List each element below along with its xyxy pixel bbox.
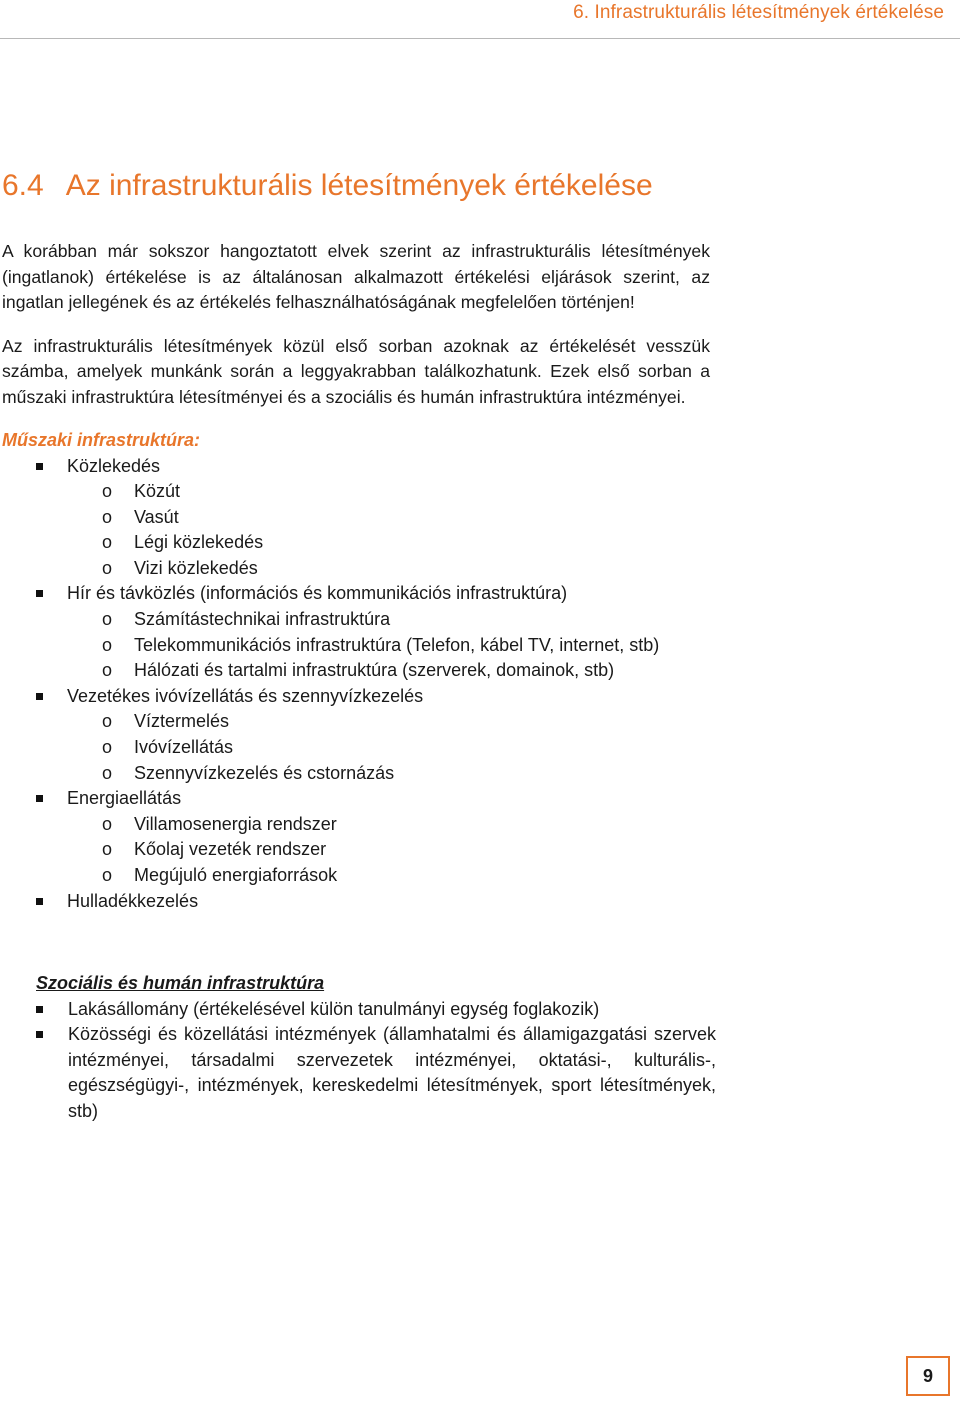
square-bullet-icon — [36, 795, 43, 802]
square-bullet-icon — [36, 693, 43, 700]
sub-list-item — [2, 837, 710, 863]
circle-bullet-icon: o — [102, 737, 113, 758]
list-item — [2, 581, 710, 683]
page-number: 9 — [906, 1356, 950, 1396]
square-bullet-icon — [36, 1031, 43, 1038]
sub-list-item-label: Hálózati és tartalmi infrastruktúra (szerverek, domainok, stb) — [134, 660, 615, 681]
circle-bullet-icon: o — [102, 481, 113, 502]
main-content — [2, 166, 710, 914]
circle-bullet-icon: o — [102, 660, 113, 681]
sub-list-item-label: Kőolaj vezeték rendszer — [134, 839, 327, 860]
intro-paragraph: A korábban már sokszor hangoztatott elvek szerint az infrastrukturális létesítmények (ingatlanok) értékelése is az általánosan alkalmazott értékelési eljárások szerint, az ingatlan jellegének és az értékelés felhasználhatóságának megfelelően történjen! — [2, 241, 710, 312]
sub-list-item — [2, 530, 710, 556]
sub-list-item-label: Számítástechnikai infrastruktúra — [134, 609, 391, 630]
sub-list-item — [2, 607, 710, 633]
sub-list-item-label: Víztermelés — [134, 711, 230, 732]
circle-bullet-icon: o — [102, 609, 113, 630]
circle-bullet-icon: o — [102, 634, 113, 655]
sub-list-item-label: Vizi közlekedés — [134, 557, 258, 578]
sub-list-item — [2, 761, 710, 787]
section-title — [2, 166, 710, 206]
list-item — [2, 454, 710, 582]
sub-list-item — [2, 812, 710, 838]
square-bullet-icon — [36, 463, 43, 470]
technical-list — [2, 454, 710, 915]
list-item — [36, 997, 716, 1023]
social-list — [36, 997, 716, 1125]
circle-bullet-icon: o — [102, 506, 113, 527]
list-item-label: Vezetékes ivóvízellátás és szennyvízkezelés — [67, 685, 424, 706]
scope-paragraph: Az infrastrukturális létesítmények közül első sorban azoknak az értékelését vesszük számba, amelyek munkánk során a leggyakrabban találkozhatunk. Ezek első sorban a műszaki infrastruktúra létesítményei és a szociális és humán infrastruktúra intézményei. — [2, 335, 710, 407]
section-title-text: Az infrastrukturális létesítmények értékelése — [65, 169, 653, 202]
list-item — [2, 786, 710, 888]
sub-list-item — [2, 505, 710, 531]
sub-list-item-label: Vasút — [134, 506, 179, 527]
sub-list-item-label: Ivóvízellátás — [134, 737, 234, 758]
list-item-label: Közlekedés — [67, 455, 161, 476]
sub-list-item-label: Közút — [134, 481, 181, 502]
list-item-label: Hír és távközlés (információs és kommunikációs infrastruktúra) — [67, 583, 568, 604]
list-item-label: Lakásállomány (értékelésével külön tanulmányi egység foglakozik) — [68, 998, 600, 1019]
list-item-label: Hulladékkezelés — [67, 890, 199, 911]
circle-bullet-icon: o — [102, 532, 113, 553]
sub-list — [67, 607, 710, 684]
circle-bullet-icon: o — [102, 557, 113, 578]
sub-list-item — [2, 735, 710, 761]
square-bullet-icon — [36, 590, 43, 597]
sub-list-item-label: Telekommunikációs infrastruktúra (Telefon, kábel TV, internet, stb) — [134, 634, 660, 655]
sub-list-item — [2, 633, 710, 659]
section-number: 6.4 — [2, 169, 44, 202]
list-item — [36, 1022, 716, 1124]
square-bullet-icon — [36, 1006, 43, 1013]
circle-bullet-icon: o — [102, 762, 113, 783]
social-heading: Szociális és humán infrastruktúra — [36, 973, 325, 993]
square-bullet-icon — [36, 898, 43, 905]
sub-list-item-label: Megújuló energiaforrások — [134, 865, 338, 885]
circle-bullet-icon: o — [102, 813, 113, 834]
sub-list-item — [2, 863, 710, 889]
circle-bullet-icon: o — [102, 839, 113, 860]
list-item — [2, 889, 710, 915]
list-item-label: Energiaellátás — [67, 788, 182, 809]
running-header: 6. Infrastrukturális létesítmények értékelése — [573, 2, 944, 23]
sub-list-item-label: Légi közlekedés — [134, 532, 264, 553]
list-item-label: Közösségi és közellátási intézmények (államhatalmi és államigazgatási szervek intézményei, társadalmi szervezetek intézményei, oktatási-, kulturális-, egészségügyi-, intézmények, kereskedelmi létesítmények, sport létesítmények, stb) — [68, 1024, 716, 1121]
sub-list-item — [2, 709, 710, 735]
sub-list-item — [2, 556, 710, 582]
circle-bullet-icon: o — [102, 865, 113, 885]
sub-list-item — [2, 658, 710, 684]
social-section — [36, 971, 716, 1124]
sub-list — [67, 479, 710, 581]
technical-heading: Műszaki infrastruktúra: — [2, 430, 201, 450]
header-divider — [0, 38, 960, 39]
sub-list-item — [2, 479, 710, 505]
sub-list-item-label: Szennyvízkezelés és cstornázás — [134, 762, 395, 783]
sub-list-item-label: Villamosenergia rendszer — [134, 813, 337, 834]
circle-bullet-icon: o — [102, 711, 113, 732]
sub-list — [67, 709, 710, 786]
list-item — [2, 684, 710, 786]
sub-list — [67, 812, 710, 889]
